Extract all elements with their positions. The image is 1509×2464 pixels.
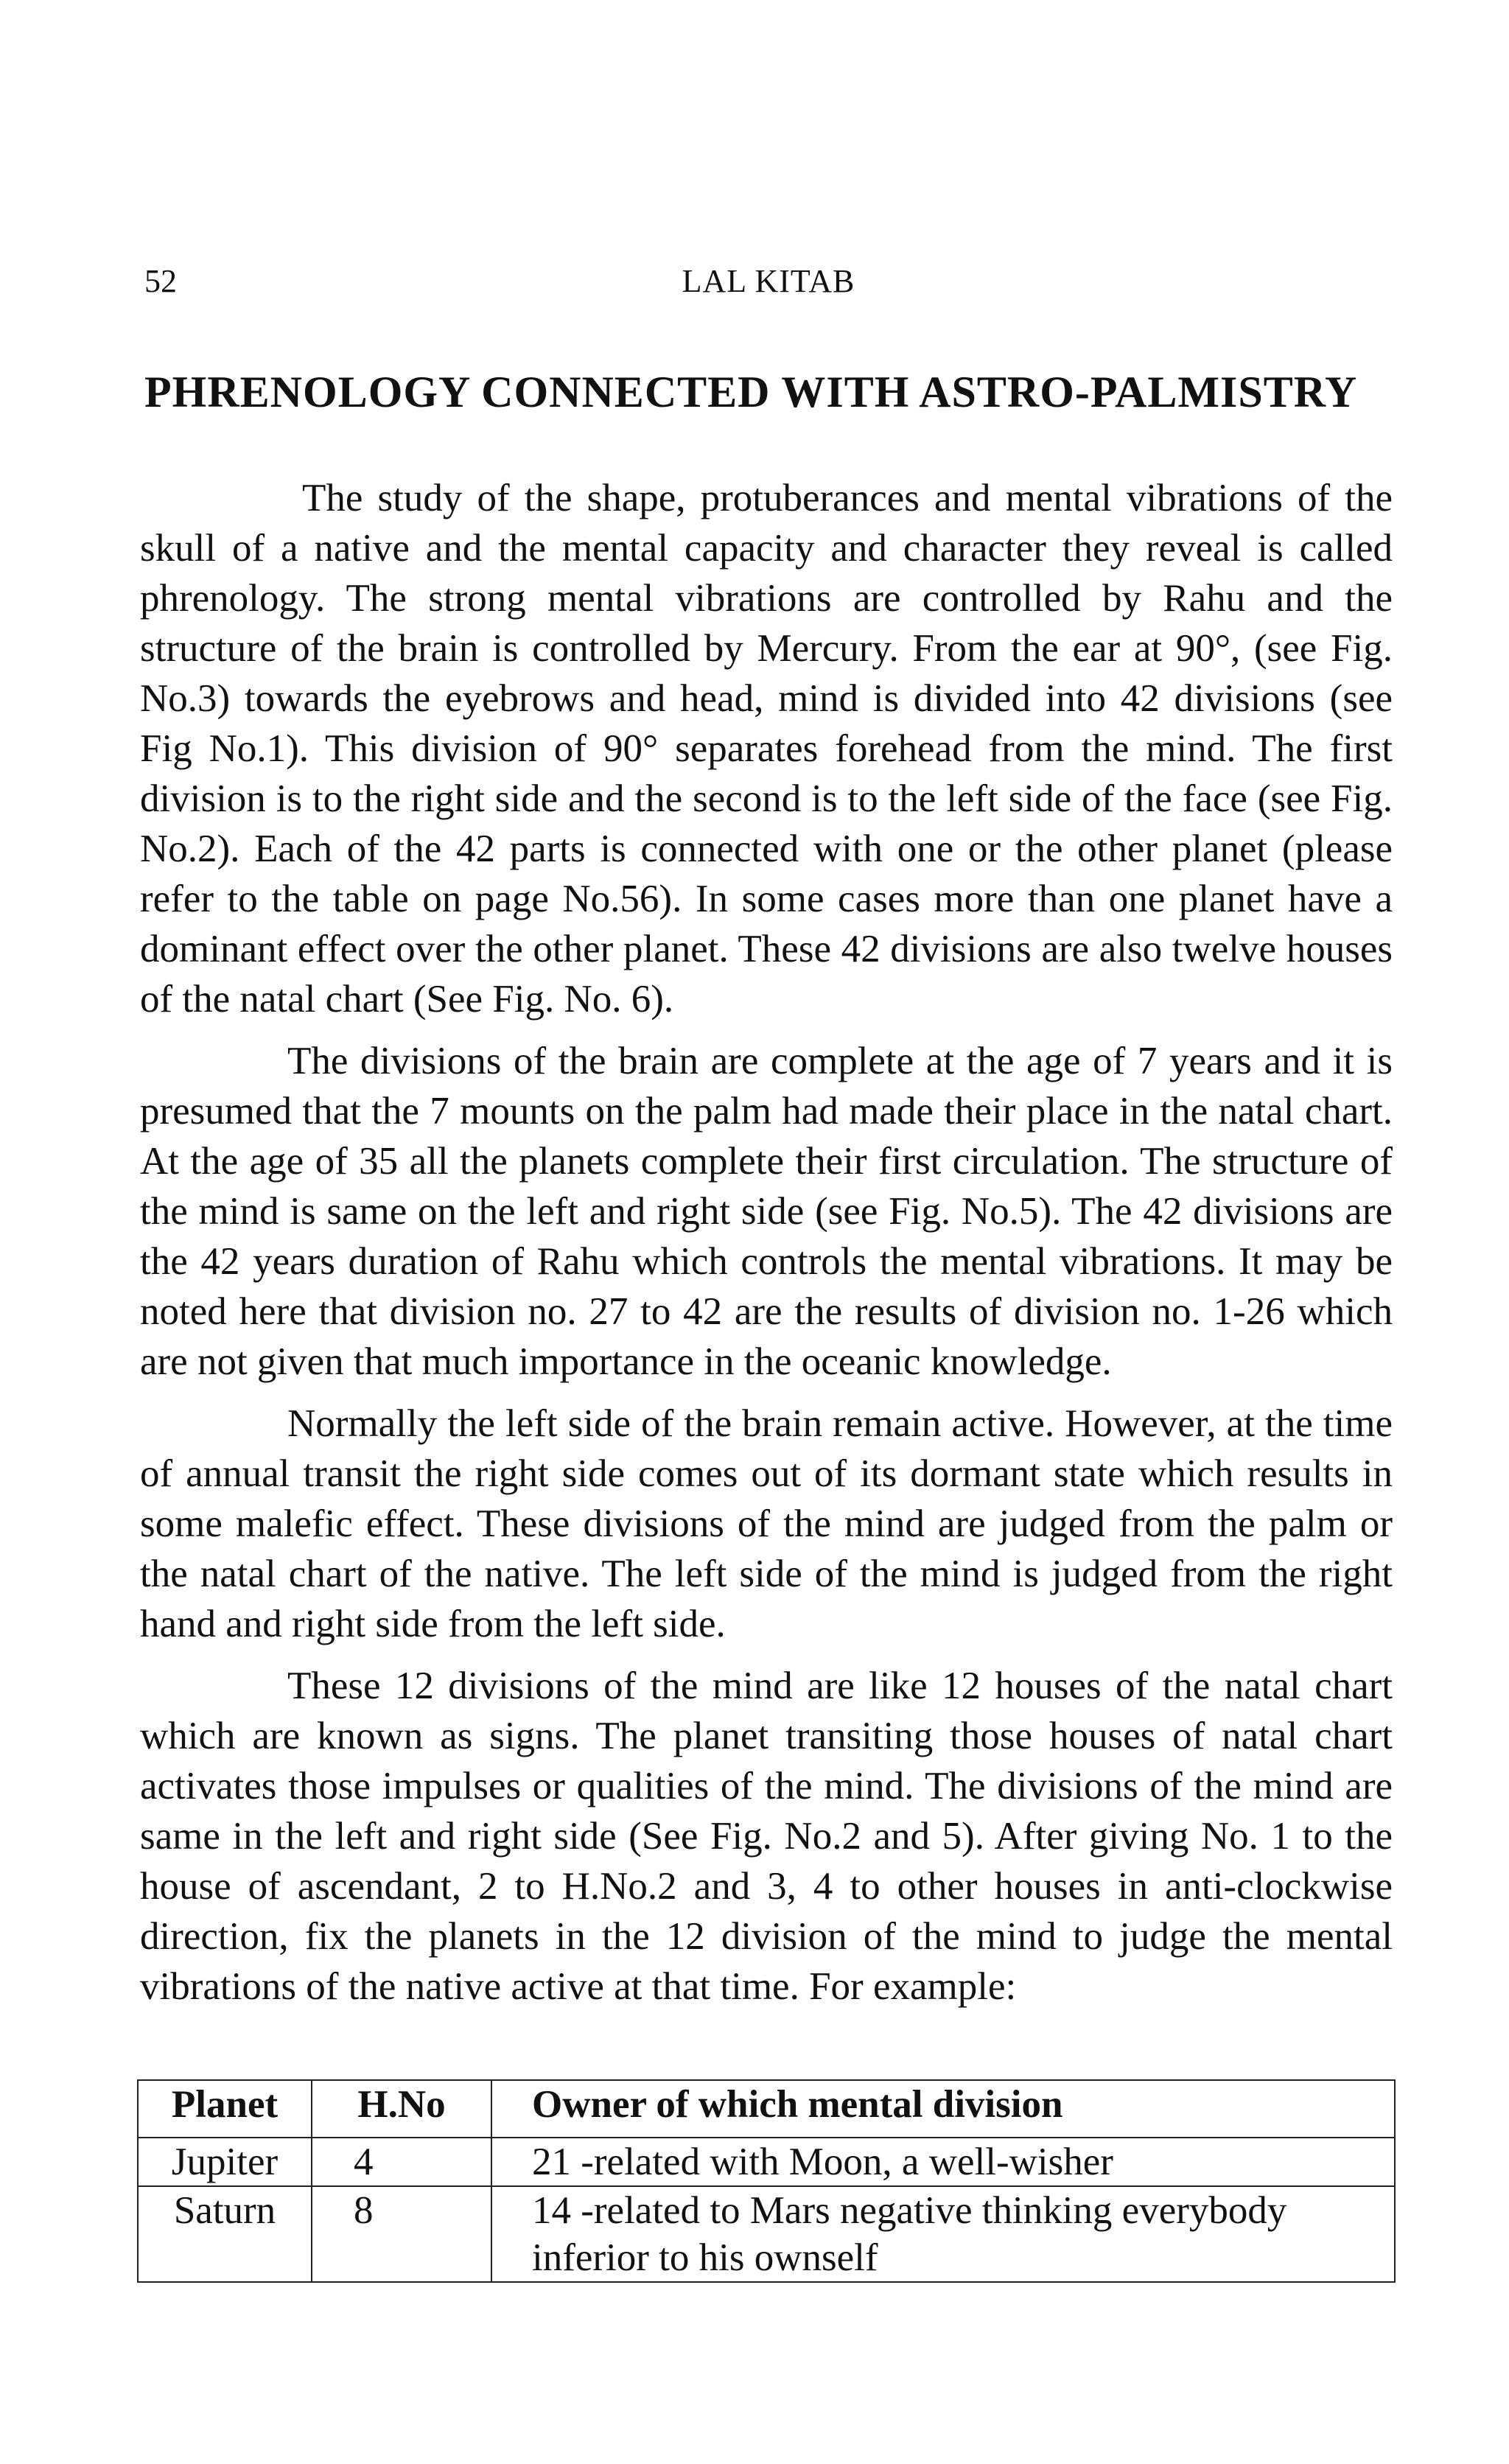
body-text — [140, 473, 1393, 2023]
paragraph: The study of the shape, protuberances and mental vibrations of the skull of a native and the mental capacity and character they reveal is called phrenology. The strong mental vibrations are controlled by Rahu and the structure of the brain is controlled by Mercury. From the ear at 90°, (see Fig. No.3) towards the eyebrows and head, mind is divided into 42 divisions (see Fig No.1). This division of 90° separates forehead from the mind. The first division is to the right side and the second is to the left side of the face (see Fig. No.2). Each of the 42 parts is connected with one or the other planet (please refer to the table on page No.56). In some cases more than one planet have a dominant effect over the other planet. These 42 divisions are also twelve houses of the natal chart (See Fig. No. 6). — [140, 477, 1393, 1021]
page-number: 52 — [144, 263, 177, 299]
paragraph: Normally the left side of the brain remain active. However, at the time of annual transit the right side comes out of its dormant state which results in some malefic effect. These divisions of the mind are judged from the palm or the natal chart of the native. The left side of the mind is judged from the right hand and right side from the left side. — [140, 1402, 1393, 1645]
table-row — [138, 2186, 1395, 2282]
table-row — [138, 2138, 1395, 2186]
cell-house-number: 8 — [312, 2186, 491, 2282]
chapter-heading: PHRENOLOGY CONNECTED WITH ASTRO-PALMISTRY — [144, 368, 1358, 416]
cell-owner: 14 -related to Mars negative thinking everybody inferior to his ownself — [491, 2186, 1395, 2282]
running-title: LAL KITAB — [682, 263, 855, 299]
cell-planet: Jupiter — [138, 2138, 312, 2186]
column-header-house-number: H.No — [312, 2080, 491, 2138]
cell-house-number: 4 — [312, 2138, 491, 2186]
cell-planet: Saturn — [138, 2186, 312, 2282]
column-header-planet: Planet — [138, 2080, 312, 2138]
paragraph: These 12 divisions of the mind are like 12 houses of the natal chart which are known as signs. The planet transiting those houses of natal chart activates those impulses or qualities of the mind. The divisions of the mind are same in the left and right side (See Fig. No.2 and 5). After giving No. 1 to the house of ascendant, 2 to H.No.2 and 3, 4 to other houses in anti-clockwise direction, fix the planets in the 12 division of the mind to judge the mental vibrations of the native active at that time. For example: — [140, 1665, 1393, 2008]
paragraph: The divisions of the brain are complete at the age of 7 years and it is presumed that the 7 mounts on the palm had made their place in the natal chart. At the age of 35 all the planets complete their first circulation. The structure of the mind is same on the left and right side (see Fig. No.5). The 42 divisions are the 42 years duration of Rahu which controls the mental vibrations. It may be noted here that division no. 27 to 42 are the results of division no. 1-26 which are not given that much importance in the oceanic knowledge. — [140, 1040, 1393, 1383]
table-header-row — [138, 2080, 1395, 2138]
cell-owner: 21 -related with Moon, a well-wisher — [491, 2138, 1395, 2186]
running-head — [144, 259, 1393, 304]
planet-division-table — [137, 2079, 1396, 2283]
column-header-owner: Owner of which mental division — [491, 2080, 1395, 2138]
